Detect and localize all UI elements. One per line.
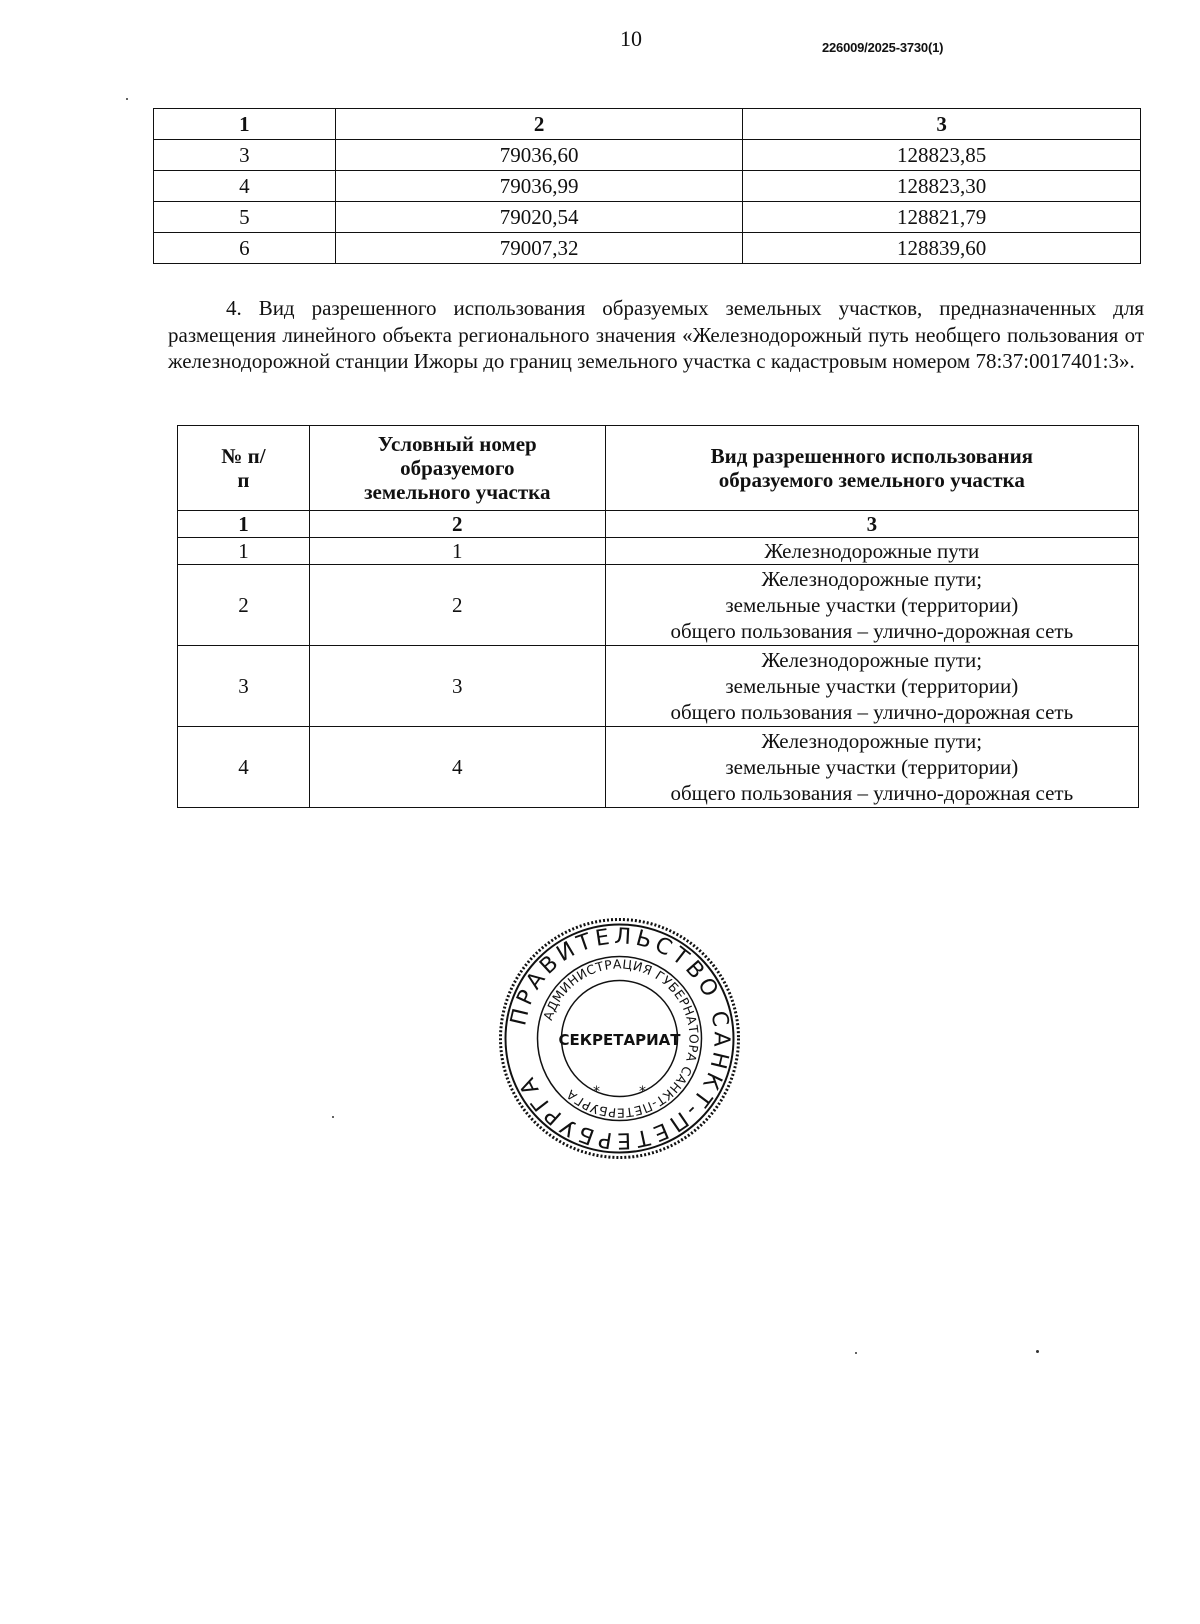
row-number: 3 [178, 646, 310, 727]
point-number: 4 [154, 171, 336, 202]
column-number: 3 [743, 109, 1141, 140]
use-line: общего пользования – улично-дорожная сеть [670, 781, 1074, 805]
page-number: 10 [620, 26, 642, 51]
permitted-use [605, 646, 1138, 727]
point-number: 3 [154, 140, 336, 171]
column-number: 3 [605, 511, 1138, 538]
use-line: земельные участки (территории) [725, 674, 1019, 698]
seal-icon [497, 916, 742, 1161]
section-paragraph [168, 295, 1144, 375]
coordinate-x: 79036,60 [335, 140, 743, 171]
plot-number: 4 [309, 727, 605, 808]
official-seal-stamp [497, 916, 742, 1161]
column-number-row [178, 511, 1139, 538]
use-line: земельные участки (территории) [725, 593, 1019, 617]
permitted-use [605, 565, 1138, 646]
coordinate-x: 79020,54 [335, 202, 743, 233]
table-header-row [178, 426, 1139, 511]
coordinate-y: 128821,79 [743, 202, 1141, 233]
coordinates-table [153, 108, 1141, 264]
seal-inner-text: АДМИНИСТРАЦИЯ ГУБЕРНАТОРА САНКТ-ПЕТЕРБУРГА [540, 956, 702, 1121]
svg-text:*: * [593, 1084, 600, 1100]
header-plot-number: Условный номер образуемого земельного участка [309, 426, 605, 511]
header-number: № п/п [178, 426, 310, 511]
table-row [154, 233, 1141, 264]
column-number: 1 [154, 109, 336, 140]
row-number: 1 [178, 538, 310, 565]
use-line: общего пользования – улично-дорожная сеть [670, 619, 1074, 643]
row-number: 2 [178, 565, 310, 646]
table-row [178, 538, 1139, 565]
use-line: Железнодорожные пути; [761, 729, 983, 753]
coordinate-x: 79007,32 [335, 233, 743, 264]
use-line: общего пользования – улично-дорожная сеть [670, 700, 1074, 724]
permitted-use [605, 727, 1138, 808]
plot-number: 2 [309, 565, 605, 646]
use-line: Железнодорожные пути; [761, 567, 983, 591]
use-line: земельные участки (территории) [725, 755, 1019, 779]
seal-outer-text: ПРАВИТЕЛЬСТВО САНКТ-ПЕТЕРБУРГА [506, 924, 734, 1153]
table-row [178, 646, 1139, 727]
permitted-use-table [177, 425, 1139, 808]
column-number: 2 [335, 109, 743, 140]
paragraph-text: 4. Вид разрешенного использования образуемых земельных участков, предназначенных для размещения линейного объекта регионального значения «Железнодорожный путь необщего пользования от железнодорожной станции Ижоры до границ земельного участка с кадастровым номером 78:37:0017401:3». [168, 296, 1144, 373]
column-number: 2 [309, 511, 605, 538]
table-row [178, 565, 1139, 646]
table-row [178, 727, 1139, 808]
use-line: Железнодорожные пути [764, 538, 980, 563]
header-permitted-use: Вид разрешенного использования образуемого земельного участка [605, 426, 1138, 511]
table-row [154, 140, 1141, 171]
row-number: 4 [178, 727, 310, 808]
plot-number: 3 [309, 646, 605, 727]
table-row [154, 171, 1141, 202]
coordinate-y: 128839,60 [743, 233, 1141, 264]
use-line: Железнодорожные пути; [761, 648, 983, 672]
plot-number: 1 [309, 538, 605, 565]
seal-center-text: СЕКРЕТАРИАТ [558, 1031, 681, 1049]
coordinate-y: 128823,85 [743, 140, 1141, 171]
point-number: 5 [154, 202, 336, 233]
table-row [154, 202, 1141, 233]
column-number: 1 [178, 511, 310, 538]
coordinate-y: 128823,30 [743, 171, 1141, 202]
permitted-use [605, 538, 1138, 565]
svg-text:*: * [639, 1084, 646, 1100]
table-header-row [154, 109, 1141, 140]
point-number: 6 [154, 233, 336, 264]
document-id: 226009/2025-3730(1) [822, 40, 944, 55]
coordinate-x: 79036,99 [335, 171, 743, 202]
